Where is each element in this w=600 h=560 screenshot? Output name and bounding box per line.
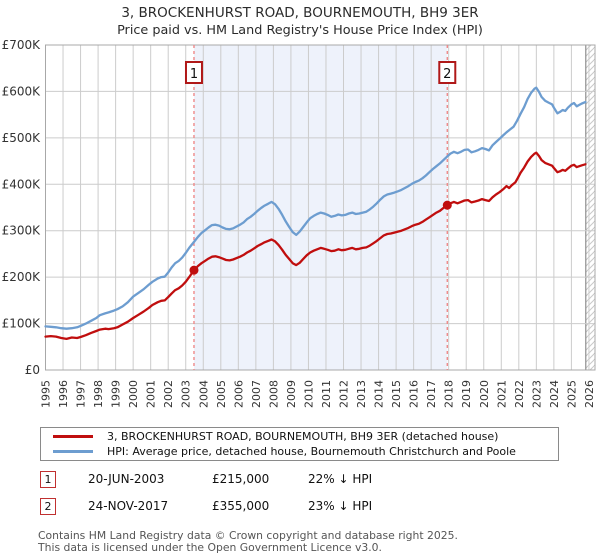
svg-text:2009: 2009 xyxy=(284,380,298,408)
future-hatch-band xyxy=(586,45,595,370)
sale-2-date: 24-NOV-2017 xyxy=(88,499,169,513)
legend-label: HPI: Average price, detached house, Bournemouth Christchurch and Poole xyxy=(107,445,516,459)
svg-text:2012: 2012 xyxy=(337,380,351,408)
sale-2-vs-hpi: 23% ↓ HPI xyxy=(308,499,373,513)
svg-text:£700K: £700K xyxy=(1,38,40,52)
y-axis-labels xyxy=(2,38,42,377)
svg-text:2025: 2025 xyxy=(565,380,579,408)
svg-text:2026: 2026 xyxy=(582,380,596,408)
legend-item-price-paid xyxy=(41,429,558,444)
svg-text:2003: 2003 xyxy=(179,380,193,408)
sale-2-price: £355,000 xyxy=(212,499,270,513)
svg-text:1995: 1995 xyxy=(39,380,53,408)
sale-1-date: 20-JUN-2003 xyxy=(88,472,165,486)
svg-text:2: 2 xyxy=(443,67,452,82)
sale-row-2 xyxy=(40,498,580,516)
sale-1-dot xyxy=(189,266,198,275)
price-paid-line-swatch xyxy=(53,435,93,438)
svg-text:2010: 2010 xyxy=(302,380,316,408)
svg-text:1: 1 xyxy=(189,67,199,82)
svg-text:2016: 2016 xyxy=(407,380,421,408)
svg-text:2002: 2002 xyxy=(162,380,176,408)
sale-row-1 xyxy=(40,471,580,489)
svg-text:£600K: £600K xyxy=(1,84,40,99)
svg-text:1998: 1998 xyxy=(92,380,106,408)
svg-text:2011: 2011 xyxy=(319,380,333,408)
page-subtitle: Price paid vs. HM Land Registry's House Price Index (HPI) xyxy=(117,23,483,38)
sale-1-price: £215,000 xyxy=(212,472,270,486)
svg-text:2023: 2023 xyxy=(530,380,544,408)
svg-text:2021: 2021 xyxy=(495,379,509,408)
sale-1-marker xyxy=(186,62,202,83)
svg-text:£0: £0 xyxy=(24,363,40,377)
svg-text:£100K: £100K xyxy=(1,316,40,331)
footer-line-2: This data is licensed under the Open Government Licence v3.0. xyxy=(38,540,382,554)
svg-text:2018: 2018 xyxy=(442,380,456,408)
sale-1-number-badge: 1 xyxy=(40,471,56,488)
svg-text:2004: 2004 xyxy=(197,380,211,408)
chart-legend xyxy=(40,427,559,461)
svg-text:2015: 2015 xyxy=(390,380,404,408)
svg-text:£400K: £400K xyxy=(1,177,40,192)
svg-text:2006: 2006 xyxy=(232,380,246,408)
svg-text:2005: 2005 xyxy=(214,380,228,408)
sale-2-marker xyxy=(439,62,455,83)
svg-text:£500K: £500K xyxy=(1,130,40,145)
svg-text:2019: 2019 xyxy=(460,380,474,408)
sale-2-number-badge: 2 xyxy=(40,498,56,515)
x-axis-labels xyxy=(40,380,596,408)
svg-text:2008: 2008 xyxy=(267,380,281,408)
svg-text:2017: 2017 xyxy=(425,380,439,408)
legend-label: 3, BROCKENHURST ROAD, BOURNEMOUTH, BH9 3ER (detached house) xyxy=(107,429,499,443)
sale-2-dot xyxy=(443,201,452,210)
legend-item-hpi xyxy=(41,444,558,459)
svg-text:2020: 2020 xyxy=(477,380,491,408)
svg-text:1997: 1997 xyxy=(74,380,88,408)
svg-text:£300K: £300K xyxy=(1,223,40,238)
svg-text:2024: 2024 xyxy=(547,380,561,408)
svg-text:£200K: £200K xyxy=(1,270,40,285)
license-footer xyxy=(38,530,458,553)
between-sales-shade xyxy=(194,45,447,370)
footer-line-1: Contains HM Land Registry data © Crown copyright and database right 2025. xyxy=(38,529,458,542)
hpi-line-swatch xyxy=(53,450,93,453)
svg-text:2022: 2022 xyxy=(512,380,526,408)
svg-text:2013: 2013 xyxy=(355,380,369,408)
svg-text:2007: 2007 xyxy=(249,380,263,408)
page-title: 3, BROCKENHURST ROAD, BOURNEMOUTH, BH9 3ER xyxy=(121,5,479,21)
svg-text:2014: 2014 xyxy=(372,380,386,408)
svg-text:1996: 1996 xyxy=(57,380,71,408)
svg-text:2001: 2001 xyxy=(144,380,158,408)
sale-1-vs-hpi: 22% ↓ HPI xyxy=(308,472,373,486)
svg-text:2000: 2000 xyxy=(127,380,141,408)
svg-text:1999: 1999 xyxy=(109,380,123,408)
